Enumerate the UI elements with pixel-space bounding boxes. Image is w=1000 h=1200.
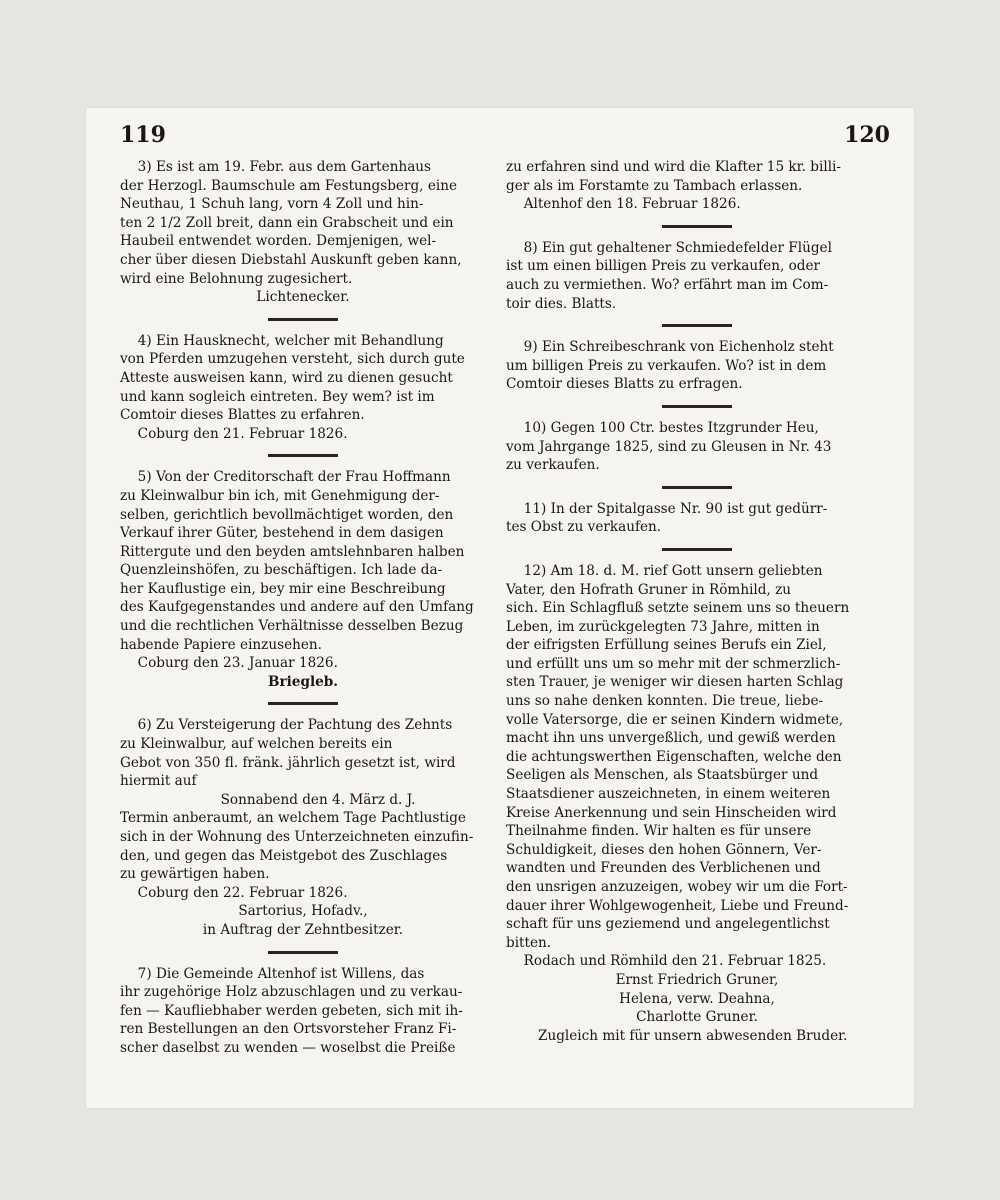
- notice-7-continued: [506, 158, 888, 214]
- signature-role: in Auftrag der Zehntbesitzer.: [202, 921, 404, 938]
- text-line: Theilnahme finden. Wir halten es für unsere: [506, 823, 812, 840]
- page-number-right: 120: [844, 122, 890, 148]
- signature: Ernst Friedrich Gruner,: [615, 971, 779, 988]
- separator-rule: [662, 225, 732, 228]
- dateline: Coburg den 21. Februar 1826.: [137, 425, 348, 442]
- text-line: den unsrigen anzuzeigen, wobey wir um die Fort-: [506, 879, 848, 895]
- text-line: um billigen Preis zu verkaufen. Wo? ist in dem: [506, 357, 827, 374]
- text-line: ist um einen billigen Preis zu verkaufen, oder: [506, 258, 821, 275]
- text-line: dauer ihrer Wohlgewogenheit, Liebe und Freund-: [506, 897, 849, 914]
- text-line: Rittergute und den beyden amtslehnbaren halben: [120, 543, 465, 560]
- text-line: zu erfahren sind und wird die Klafter 15 kr. billi-: [506, 159, 841, 175]
- text-line: Haubeil entwendet worden. Demjenigen, wel-: [120, 233, 437, 250]
- text-line: 8) Ein gut gehaltener Schmiedefelder Flügel: [523, 239, 832, 256]
- newspaper-page: [86, 108, 914, 1108]
- text-line: wird eine Belohnung zugesichert.: [120, 270, 353, 287]
- text-line: 10) Gegen 100 Ctr. bestes Itzgrunder Heu,: [523, 419, 819, 436]
- signature: Lichtenecker.: [256, 289, 350, 306]
- text-line: Leben, im zurückgelegten 73 Jahre, mitten in: [506, 618, 820, 635]
- text-line: 9) Ein Schreibeschrank von Eichenholz steht: [523, 339, 834, 356]
- text-line: 12) Am 18. d. M. rief Gott unsern geliebten: [523, 562, 823, 579]
- text-line: fen — Kaufliebhaber werden gebeten, sich mit ih-: [120, 1002, 463, 1019]
- text-line: scher daselbst zu wenden — woselbst die Preiße: [120, 1039, 456, 1056]
- text-line: uns so nahe denken konnten. Die treue, liebe-: [506, 693, 824, 710]
- text-line: die achtungswerthen Eigenschaften, welche den: [506, 748, 842, 765]
- separator-rule: [268, 702, 338, 705]
- notice-5: [120, 468, 486, 691]
- separator-rule: [268, 318, 338, 321]
- signature: Sartorius, Hofadv.,: [238, 903, 368, 920]
- separator-rule: [662, 405, 732, 408]
- text-line: sich in der Wohnung des Unterzeichneten einzufin-: [120, 829, 474, 845]
- text-line: macht ihn uns unvergeßlich, und gewiß werden: [506, 730, 836, 747]
- text-line: 3) Es ist am 19. Febr. aus dem Gartenhaus: [137, 159, 432, 175]
- text-line: ren Bestellungen an den Ortsvorsteher Franz Fi-: [120, 1021, 457, 1038]
- text-line: zu Kleinwalbur, auf welchen bereits ein: [120, 736, 393, 753]
- signature-note: Zugleich mit für unsern abwesenden Bruder.: [538, 1027, 848, 1044]
- text-line: cher über diesen Diebstahl Auskunft geben kann,: [120, 251, 462, 268]
- text-line: Comtoir dieses Blatts zu erfragen.: [506, 376, 743, 393]
- text-line: Atteste ausweisen kann, wird zu dienen gesucht: [120, 369, 453, 386]
- text-line: zu verkaufen.: [506, 457, 600, 474]
- right-column: [506, 158, 888, 1045]
- text-line: 11) In der Spitalgasse Nr. 90 ist gut gedürr-: [523, 500, 828, 517]
- text-line: des Kaufgegenstandes und andere auf den Umfang: [120, 599, 474, 616]
- notice-12: [506, 562, 888, 1045]
- text-line: her Kauflustige ein, bey mir eine Beschreibung: [120, 580, 446, 597]
- notice-4: [120, 332, 486, 444]
- text-line: 4) Ein Hausknecht, welcher mit Behandlung: [137, 332, 444, 349]
- text-line: und erfüllt uns um so mehr mit der schmerzlich-: [506, 655, 841, 672]
- text-line: wandten und Freunden des Verblichenen und: [506, 860, 821, 877]
- text-line: Vater, den Hofrath Gruner in Römhild, zu: [506, 581, 792, 598]
- text-line: von Pferden umzugehen versteht, sich durch gute: [120, 351, 465, 368]
- notice-7: [120, 965, 486, 1058]
- separator-rule: [268, 951, 338, 954]
- notice-9: [506, 338, 888, 394]
- text-line: und kann sogleich eintreten. Bey wem? ist im: [120, 388, 435, 405]
- text-line: bitten.: [506, 934, 552, 951]
- text-line: toir dies. Blatts.: [506, 295, 617, 312]
- text-line: Comtoir dieses Blattes zu erfahren.: [120, 407, 365, 424]
- text-line: Kreise Anerkennung und sein Hinscheiden wird: [506, 804, 837, 821]
- dateline: Rodach und Römhild den 21. Februar 1825.: [523, 953, 827, 970]
- text-line: Termin anberaumt, an welchem Tage Pachtlustige: [120, 810, 466, 827]
- text-line: 7) Die Gemeinde Altenhof ist Willens, das: [137, 965, 425, 982]
- text-line: ger als im Forstamte zu Tambach erlassen.: [506, 177, 803, 194]
- separator-rule: [662, 486, 732, 489]
- signature: Helena, verw. Deahna,: [619, 990, 775, 1007]
- text-line: ihr zugehörige Holz abzuschlagen und zu verkau-: [120, 984, 463, 1001]
- signature: Charlotte Gruner.: [636, 1009, 758, 1026]
- text-line: den, und gegen das Meistgebot des Zuschlages: [120, 847, 448, 864]
- text-line: Staatsdiener auszeichneten, in einem weiteren: [506, 786, 831, 803]
- text-line: zu Kleinwalbur bin ich, mit Genehmigung der-: [120, 487, 440, 504]
- text-line: 5) Von der Creditorschaft der Frau Hoffmann: [137, 469, 451, 486]
- text-line: Verkauf ihrer Güter, bestehend in dem dasigen: [120, 525, 444, 542]
- separator-rule: [662, 548, 732, 551]
- text-line: Gebot von 350 fl. fränk. jährlich gesetzt ist, wird: [120, 754, 456, 771]
- dateline: Altenhof den 18. Februar 1826.: [523, 196, 741, 213]
- text-line: tes Obst zu verkaufen.: [506, 519, 662, 536]
- text-line: selben, gerichtlich bevollmächtiget worden, den: [120, 506, 454, 523]
- text-line: schaft für uns geziemend und angelegentlichst: [506, 916, 830, 933]
- text-line: vom Jahrgange 1825, sind zu Gleusen in Nr. 43: [506, 438, 832, 455]
- text-line: 6) Zu Versteigerung der Pachtung des Zehnts: [137, 717, 453, 734]
- text-line: Quenzleinshöfen, zu beschäftigen. Ich lade da-: [120, 562, 443, 579]
- text-line: sten Trauer, je weniger wir diesen harten Schlag: [506, 674, 844, 691]
- notice-8: [506, 239, 888, 313]
- text-line: zu gewärtigen haben.: [120, 866, 270, 883]
- text-line: Schuldigkeit, dieses den hohen Gönnern, Ver-: [506, 841, 822, 858]
- dateline: Coburg den 22. Februar 1826.: [137, 884, 348, 901]
- notice-11: [506, 500, 888, 537]
- signature: Briegleb.: [267, 673, 339, 690]
- text-line: ten 2 1/2 Zoll breit, dann ein Grabscheit und ein: [120, 214, 454, 231]
- notice-3: [120, 158, 486, 307]
- text-line: der Herzogl. Baumschule am Festungsberg, eine: [120, 177, 458, 194]
- auction-date: Sonnabend den 4. März d. J.: [220, 791, 416, 808]
- notice-10: [506, 419, 888, 475]
- text-line: Seeligen als Menschen, als Staatsbürger und: [506, 767, 819, 784]
- text-line: und die rechtlichen Verhältnisse desselben Bezug: [120, 618, 464, 635]
- text-line: Neuthau, 1 Schuh lang, vorn 4 Zoll und hin-: [120, 196, 424, 213]
- dateline: Coburg den 23. Januar 1826.: [137, 655, 338, 672]
- page-number-left: 119: [120, 122, 166, 148]
- text-line: hiermit auf: [120, 773, 197, 790]
- separator-rule: [662, 324, 732, 327]
- text-line: sich. Ein Schlagfluß setzte seinem uns so theuern: [506, 600, 850, 617]
- text-line: volle Vatersorge, die er seinen Kindern widmete,: [506, 711, 844, 728]
- left-column: [120, 158, 486, 1058]
- text-line: auch zu vermiethen. Wo? erfährt man im Com-: [506, 276, 829, 293]
- notice-6: [120, 716, 486, 939]
- text-line: der eifrigsten Erfüllung seines Berufs ein Ziel,: [506, 637, 827, 654]
- text-line: habende Papiere einzusehen.: [120, 636, 322, 653]
- separator-rule: [268, 454, 338, 457]
